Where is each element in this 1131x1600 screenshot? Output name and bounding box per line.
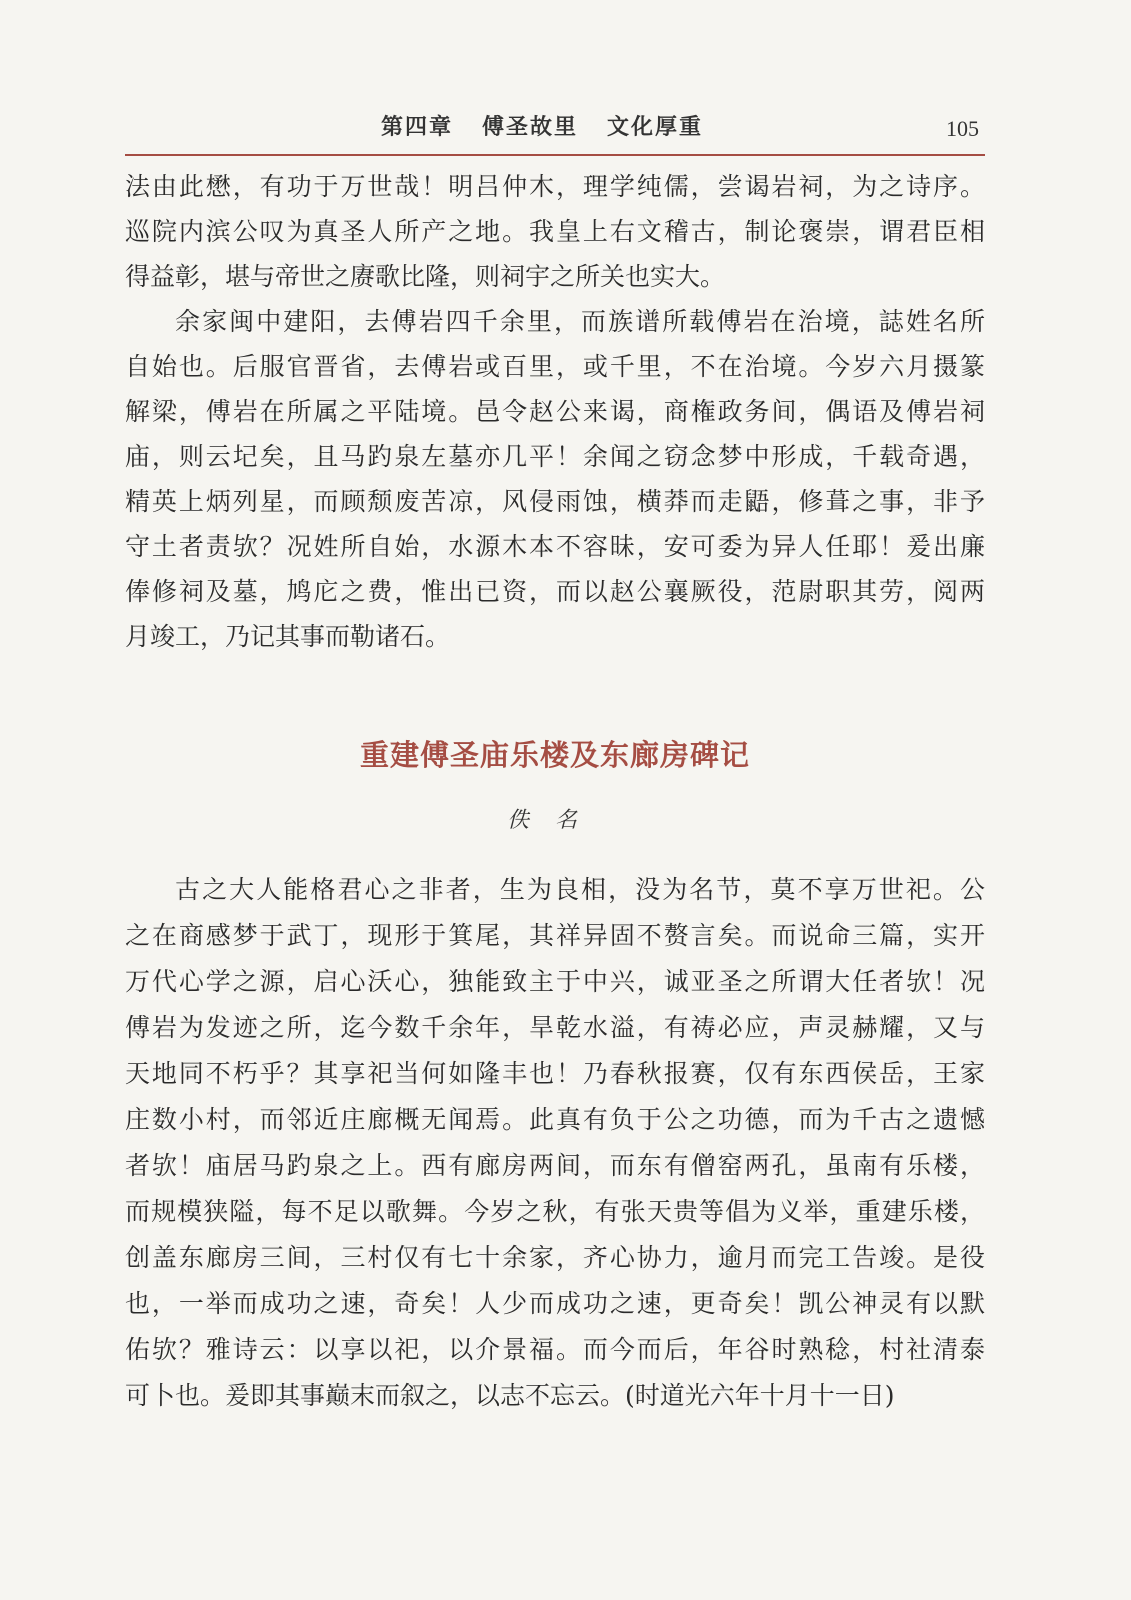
text-line: 也，一举而成功之速，奇矣！人少而成功之速，更奇矣！凯公神灵有以默 [125,1289,985,1318]
text-line: 得益彰，堪与帝世之赓歌比隆，则祠宇之所关也实大。 [125,262,726,291]
text-line: 法由此懋，有功于万世哉！明吕仲木，理学纯儒，尝谒岩祠，为之诗序。 [125,172,985,201]
author-name: 佚名 [506,808,603,833]
text-line: 而规模狭隘，每不足以歌舞。今岁之秋，有张天贵等倡为义举，重建乐楼， [125,1197,985,1226]
text-line: 可卜也。爰即其事巅末而叙之，以志不忘云。(时道光六年十月十一日) [125,1381,895,1410]
text-line: 天地同不朽乎？其享祀当何如隆丰也！乃春秋报赛，仅有东西侯岳，王家 [125,1059,985,1088]
text-line: 庄数小村，而邻近庄廊概无闻焉。此真有负于公之功德，而为千古之遗憾 [125,1105,985,1134]
text-line: 创盖东廊房三间，三村仅有七十余家，齐心协力，逾月而完工告竣。是役 [125,1243,985,1272]
text-line: 者欤！庙居马趵泉之上。西有廊房两间，而东有僧窑两孔，虽南有乐楼， [125,1151,985,1180]
running-header [125,106,985,156]
chapter-title: 第四章 傅圣故里 文化厚重 [381,115,703,140]
text-line: 万代心学之源，启心沃心，独能致主于中兴，诚亚圣之所谓大任者欤！况 [125,967,985,996]
text-line: 佑欤？雅诗云：以享以祀，以介景福。而今而后，年谷时熟稔，村社清泰 [125,1335,985,1364]
page-number: 105 [946,116,979,141]
text-line: 守土者责欤？况姓所自始，水源木本不容昧，安可委为异人任耶！爰出廉 [125,532,985,561]
text-line: 月竣工，乃记其事而勒诸石。 [125,622,451,651]
text-line: 自始也。后服官晋省，去傅岩或百里，或千里，不在治境。今岁六月摄篆 [125,352,985,381]
text-line: 古之大人能格君心之非者，生为良相，没为名节，莫不享万世祀。公 [175,875,985,904]
text-line: 俸修祠及墓，鸠庀之费，惟出已资，而以赵公襄厥役，范尉职其劳，阅两 [125,577,985,606]
section-title: 重建傅圣庙乐楼及东廊房碑记 [359,738,750,772]
text-line: 傅岩为发迹之所，迄今数千余年，旱乾水溢，有祷必应，声灵赫耀，又与 [125,1013,985,1042]
text-line: 余家闽中建阳，去傅岩四千余里，而族谱所载傅岩在治境，誌姓名所 [175,307,985,336]
text-line: 解梁，傅岩在所属之平陆境。邑令赵公来谒，商権政务间，偶语及傅岩祠 [125,397,985,426]
text-line: 精英上炳列星，而顾颓废苦凉，风侵雨蚀，横莽而走鼯，修葺之事，非予 [125,487,985,516]
text-line: 之在商感梦于武丁，现形于箕尾，其祥异固不赘言矣。而说命三篇，实开 [125,921,985,950]
text-line: 巡院内滨公叹为真圣人所产之地。我皇上右文稽古，制论褒崇，谓君臣相 [125,217,985,246]
text-line: 庙，则云圮矣，且马趵泉左墓亦几平！余闻之窃念梦中形成，千载奇遇， [125,442,985,471]
